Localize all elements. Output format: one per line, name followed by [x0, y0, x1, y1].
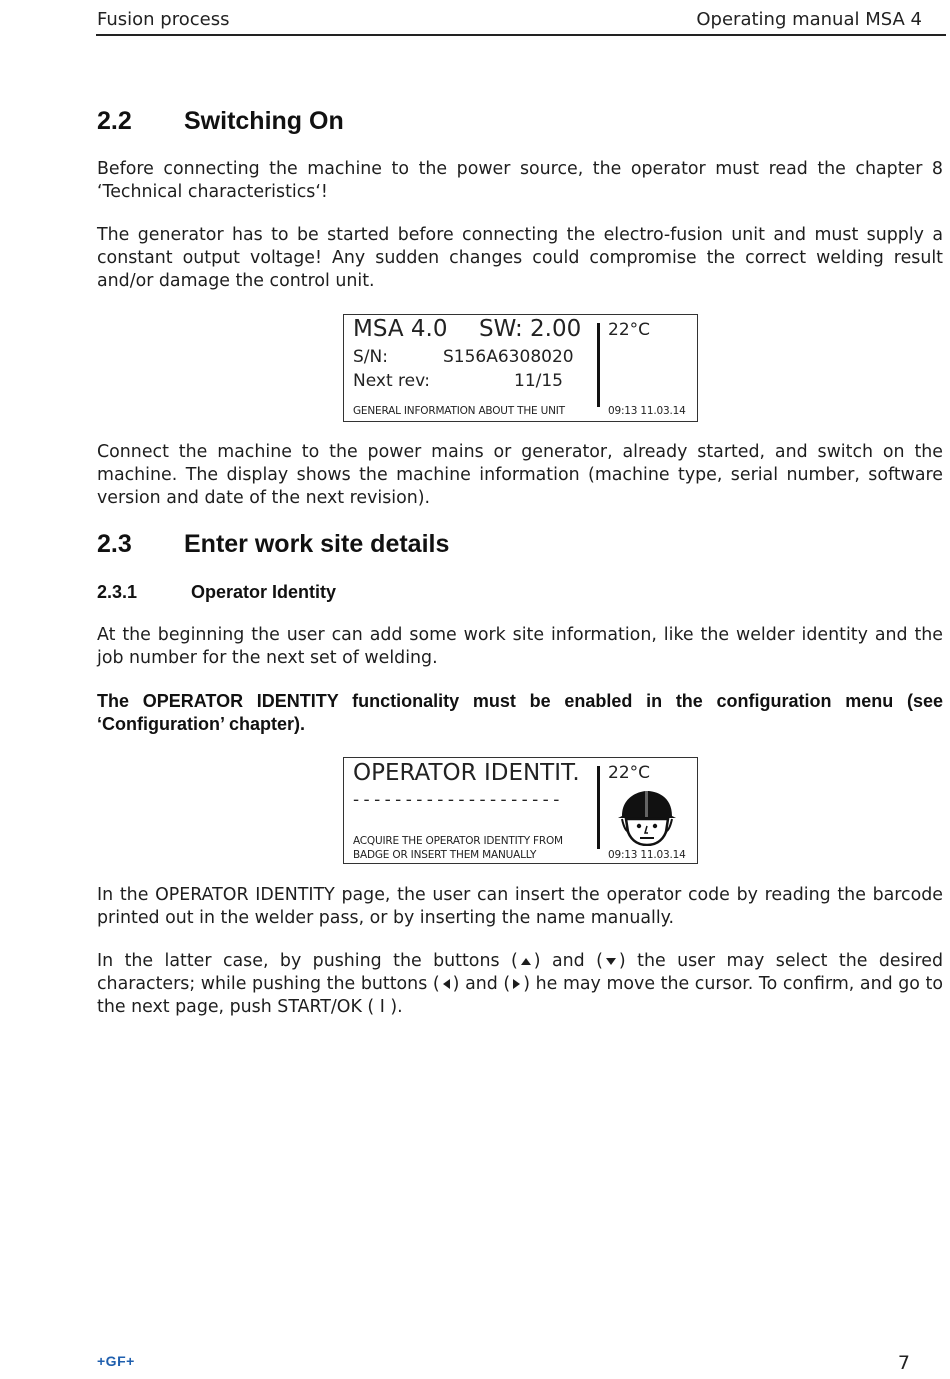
page-header — [96, 8, 946, 36]
arrow-down-icon — [606, 958, 616, 965]
display-rev-label: Next rev: — [353, 371, 430, 391]
heading-title: Operator Identity — [191, 582, 337, 602]
display-sn-value: S156A6308020 — [443, 347, 574, 367]
heading-number: 2.2 — [97, 107, 132, 135]
paragraph-generator: The generator has to be started before connecting the electro-fusion unit and must supply a constant output voltage! Any sudden changes could compromise the correct welding result and/or damage the control unit. — [97, 225, 943, 291]
paragraph-buttons — [97, 950, 943, 1019]
paragraph-operator-note: The OPERATOR IDENTITY functionality must be enabled in the configuration menu (see ‘Configuration’ chapter). — [97, 691, 943, 734]
heading-title: Switching On — [184, 107, 344, 135]
page-number: 7 — [897, 1352, 910, 1374]
header-section-title: Fusion process — [97, 9, 230, 30]
paragraph-operator-page: In the OPERATOR IDENTITY page, the user can insert the operator code by reading the barcode printed out in the welder pass, or by inserting the name manually. — [97, 885, 943, 928]
heading-number: 2.3.1 — [97, 582, 138, 602]
heading-title: Enter work site details — [184, 530, 450, 558]
arrow-up-icon — [521, 958, 531, 965]
operator-helmet-icon — [616, 788, 678, 846]
paragraph-text: ) and ( — [452, 974, 511, 994]
paragraph-work-site-info: At the beginning the user can add some work site information, like the welder identity and the job number for the next set of welding. — [97, 625, 943, 668]
display-rev-value: 11/15 — [514, 371, 563, 391]
arrow-right-icon — [513, 979, 520, 989]
display-input-dashes: - - - - - - - - - - - - - - - - - - - - — [353, 790, 559, 810]
display-general-info — [343, 314, 698, 422]
display-divider — [597, 323, 600, 407]
display-software-version: SW: 2.00 — [479, 316, 582, 342]
display-model: MSA 4.0 — [353, 316, 448, 342]
display-temperature: 22°C — [608, 320, 651, 340]
paragraph-text: ) and ( — [533, 951, 603, 971]
paragraph-power-source: Before connecting the machine to the power source, the operator must read the chapter 8 ‘Technical characteristics‘! — [97, 159, 943, 202]
display-operator-identity — [343, 757, 698, 864]
display-message-line1: ACQUIRE THE OPERATOR IDENTITY FROM — [353, 835, 563, 847]
paragraph-connect-machine: Connect the machine to the power mains or generator, already started, and switch on the machine. The display shows the machine information (machine type, serial number, software version and date of the next revision). — [97, 442, 943, 508]
arrow-left-icon — [443, 979, 450, 989]
display-sn-label: S/N: — [353, 347, 388, 367]
display-title: OPERATOR IDENTIT. — [353, 760, 580, 786]
display-datetime: 09:13 11.03.14 — [608, 405, 686, 417]
header-manual-title: Operating manual MSA 4 — [696, 9, 922, 30]
paragraph-text: ) he may move the cursor. To confirm, and go to the next page, push START/OK ( I ). — [97, 974, 944, 1017]
display-footer-text: GENERAL INFORMATION ABOUT THE UNIT — [353, 405, 565, 417]
display-message-line2: BADGE OR INSERT THEM MANUALLY — [353, 849, 537, 861]
paragraph-text: ) the user may select the desired characters; while pushing the buttons ( — [97, 951, 943, 994]
display-datetime: 09:13 11.03.14 — [608, 849, 686, 861]
display-divider — [597, 766, 600, 849]
heading-number: 2.3 — [97, 530, 132, 558]
paragraph-text: In the latter case, by pushing the buttons ( — [97, 951, 518, 971]
display-temperature: 22°C — [608, 763, 651, 783]
gf-logo: +GF+ — [97, 1353, 135, 1369]
